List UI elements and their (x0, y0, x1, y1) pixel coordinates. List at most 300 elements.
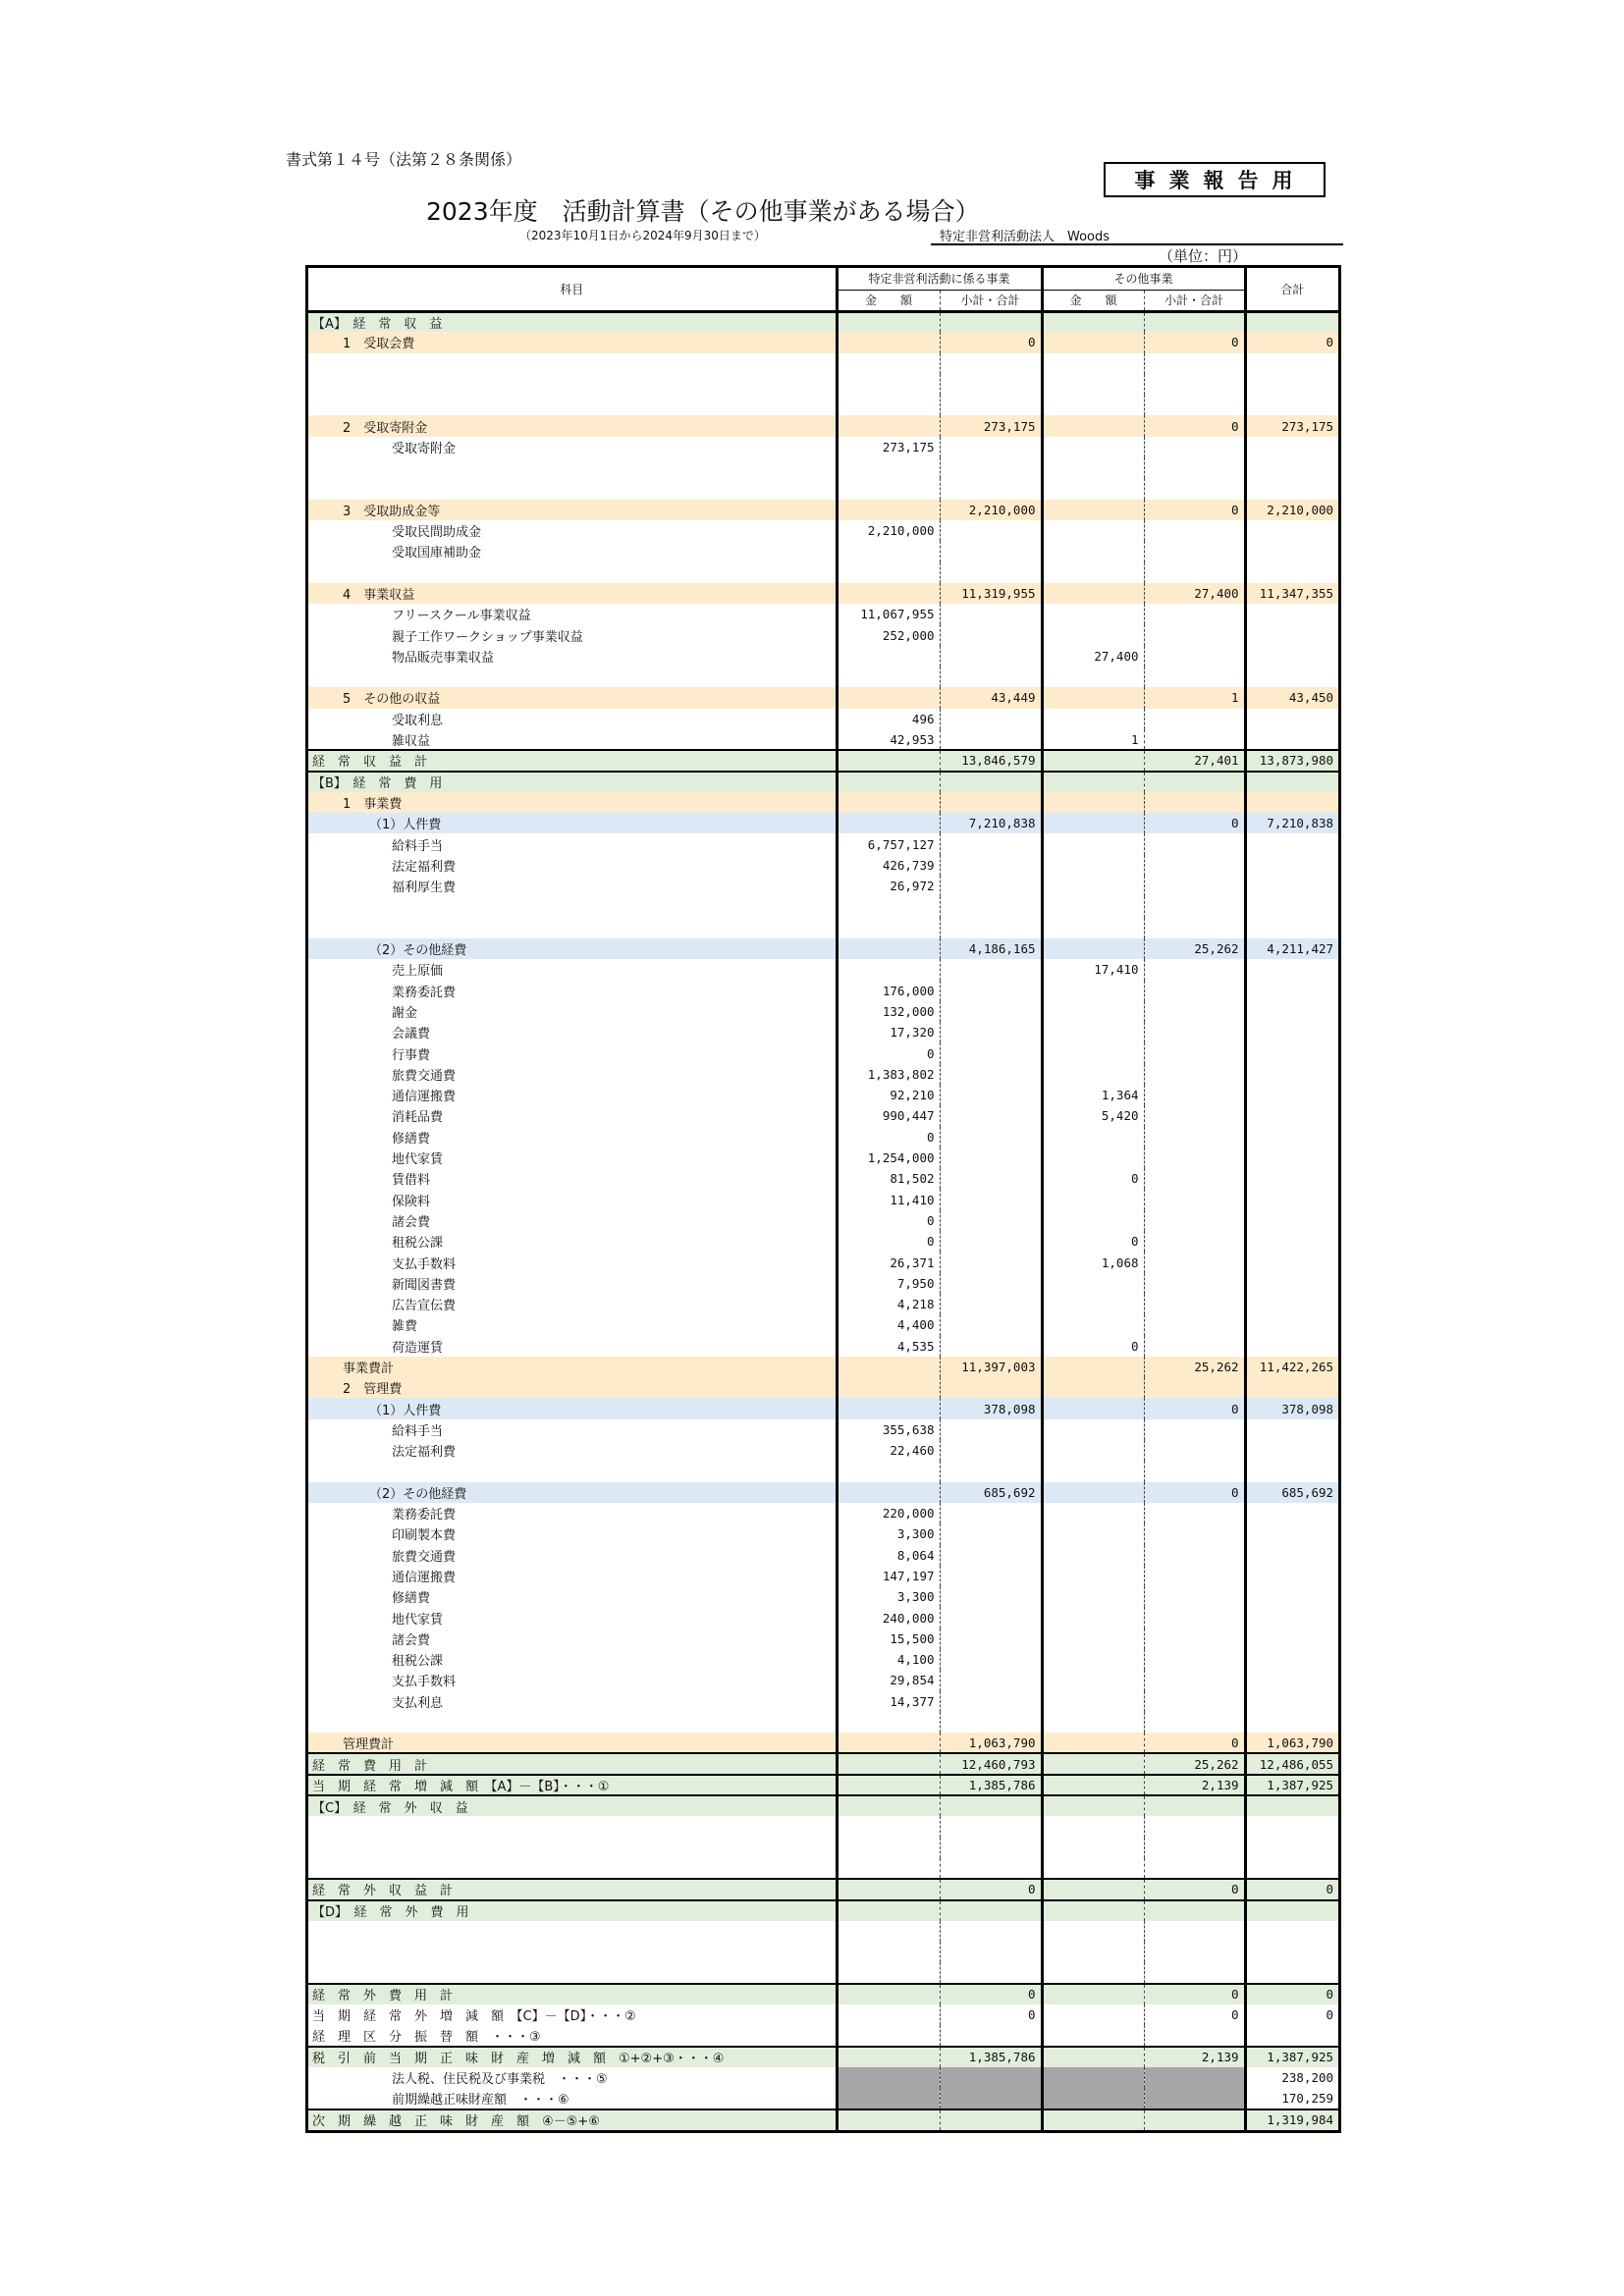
amount-nonprofit-cell (837, 1733, 940, 1753)
statement-row (308, 876, 1338, 896)
subtotal-nonprofit-cell (940, 709, 1042, 729)
row-label: 管理費計 (308, 1733, 837, 1753)
subtotal-nonprofit-cell (940, 1294, 1042, 1314)
subtotal-nonprofit-cell: 685,692 (940, 1482, 1042, 1503)
row-label: 【B】 経 常 費 用 (308, 772, 837, 792)
amount-nonprofit-cell (837, 478, 940, 499)
statement-row (308, 1691, 1338, 1712)
row-label: 業務委託費 (308, 1503, 837, 1523)
subtotal-other-cell (1144, 1001, 1245, 1022)
amount-other-cell (1042, 1607, 1144, 1628)
amount-other-cell (1042, 2047, 1144, 2067)
amount-nonprofit-cell: 252,000 (837, 624, 940, 645)
statement-row (308, 1210, 1338, 1231)
amount-other-cell: 0 (1042, 1168, 1144, 1189)
total-cell (1245, 1294, 1338, 1314)
row-label: 【D】 経 常 外 費 用 (308, 1900, 837, 1921)
row-label: 【C】 経 常 外 収 益 (308, 1795, 837, 1816)
subtotal-other-cell: 25,262 (1144, 1753, 1245, 1774)
total-cell (1245, 1042, 1338, 1063)
subtotal-nonprofit-cell: 1,063,790 (940, 1733, 1042, 1753)
form-number: 書式第１４号（法第２８条関係） (286, 150, 522, 169)
statement-row (308, 1795, 1338, 1816)
amount-nonprofit-cell (837, 1858, 940, 1879)
amount-nonprofit-cell (837, 583, 940, 604)
subtotal-other-cell: 0 (1144, 1733, 1245, 1753)
total-cell (1245, 1629, 1338, 1649)
statement-row (308, 520, 1338, 541)
statement-row (308, 2047, 1338, 2067)
amount-other-cell (1042, 1022, 1144, 1042)
total-cell: 0 (1245, 332, 1338, 352)
amount-other-cell: 0 (1042, 1231, 1144, 1252)
amount-nonprofit-cell (837, 1795, 940, 1816)
subtotal-nonprofit-cell: 11,397,003 (940, 1357, 1042, 1377)
blank-row (308, 1838, 1338, 1858)
total-cell: 273,175 (1245, 415, 1338, 436)
subtotal-other-cell (1144, 1085, 1245, 1105)
subtotal-other-cell (1144, 1649, 1245, 1670)
subtotal-other-cell (1144, 792, 1245, 813)
total-cell (1245, 541, 1338, 561)
total-cell (1245, 437, 1338, 457)
subtotal-other-cell (1144, 1273, 1245, 1294)
amount-nonprofit-cell: 0 (837, 1210, 940, 1231)
subtotal-nonprofit-cell (940, 1795, 1042, 1816)
amount-other-cell (1042, 1942, 1144, 1962)
subtotal-other-cell (1144, 1816, 1245, 1837)
row-label: 広告宣伝費 (308, 1294, 837, 1314)
amount-nonprofit-cell: 2,210,000 (837, 520, 940, 541)
amount-other-cell (1042, 981, 1144, 1001)
subtotal-nonprofit-cell (940, 1607, 1042, 1628)
total-cell: 0 (1245, 1879, 1338, 1899)
amount-nonprofit-cell (837, 1398, 940, 1418)
subtotal-other-cell (1144, 604, 1245, 624)
amount-other-cell (1042, 1984, 1144, 2004)
row-label: 通信運搬費 (308, 1085, 837, 1105)
statement-row (308, 1148, 1338, 1168)
amount-nonprofit-cell: 42,953 (837, 729, 940, 750)
blank-row (308, 1962, 1338, 1983)
row-label: 当 期 経 常 外 増 減 額 【C】－【D】・・・② (308, 2004, 837, 2025)
statement-row (308, 1064, 1338, 1085)
organization-name: 特定非営利活動法人 Woods (940, 230, 1110, 244)
total-cell (1245, 729, 1338, 750)
amount-nonprofit-cell (837, 896, 940, 917)
amount-nonprofit-cell (837, 1377, 940, 1398)
subtotal-nonprofit-cell (940, 2025, 1042, 2046)
total-cell: 11,422,265 (1245, 1357, 1338, 1377)
amount-nonprofit-cell (837, 562, 940, 583)
amount-other-cell (1042, 896, 1144, 917)
row-label (308, 353, 837, 374)
row-label: 行事費 (308, 1042, 837, 1063)
amount-nonprofit-cell (837, 750, 940, 771)
total-cell: 685,692 (1245, 1482, 1338, 1503)
row-label: 受取利息 (308, 709, 837, 729)
total-cell (1245, 562, 1338, 583)
total-cell (1245, 1566, 1338, 1586)
subtotal-nonprofit-cell (940, 1858, 1042, 1879)
total-cell (1245, 667, 1338, 687)
total-cell: 1,387,925 (1245, 1775, 1338, 1795)
statement-row (308, 833, 1338, 854)
subtotal-other-cell (1144, 1022, 1245, 1042)
blank-row (308, 353, 1338, 374)
amount-nonprofit-cell: 26,972 (837, 876, 940, 896)
statement-row (308, 1168, 1338, 1189)
total-cell (1245, 1085, 1338, 1105)
row-label: 次 期 繰 越 正 味 財 産 額 ④－⑤+⑥ (308, 2109, 837, 2130)
subtotal-nonprofit-cell (940, 1838, 1042, 1858)
header-subject: 科目 (308, 268, 837, 311)
subtotal-nonprofit-cell (940, 1042, 1042, 1063)
statement-row (308, 792, 1338, 813)
statement-row (308, 1105, 1338, 1126)
statement-row (308, 1231, 1338, 1252)
subtotal-other-cell (1144, 624, 1245, 645)
subtotal-other-cell (1144, 1691, 1245, 1712)
blank-row (308, 395, 1338, 415)
amount-other-cell (1042, 855, 1144, 876)
statement-row (308, 687, 1338, 708)
subtotal-nonprofit-cell (940, 1629, 1042, 1649)
amount-other-cell (1042, 1753, 1144, 1774)
subtotal-other-cell: 0 (1144, 1879, 1245, 1899)
total-cell (1245, 311, 1338, 332)
row-label: 諸会費 (308, 1629, 837, 1649)
subtotal-other-cell (1144, 1962, 1245, 1983)
total-cell (1245, 1523, 1338, 1544)
row-label: 旅費交通費 (308, 1545, 837, 1566)
statement-row (308, 1398, 1338, 1418)
amount-nonprofit-cell (837, 667, 940, 687)
amount-nonprofit-cell: 3,300 (837, 1586, 940, 1607)
subtotal-other-cell (1144, 1942, 1245, 1962)
row-label: 地代家賃 (308, 1148, 837, 1168)
blank-row (308, 478, 1338, 499)
fiscal-period: （2023年10月1日から2024年9月30日まで） (519, 229, 766, 242)
subtotal-other-cell (1144, 1545, 1245, 1566)
total-cell (1245, 959, 1338, 980)
total-cell: 0 (1245, 1984, 1338, 2004)
subtotal-nonprofit-cell (940, 311, 1042, 332)
statement-row (308, 1314, 1338, 1335)
amount-other-cell (1042, 1398, 1144, 1418)
statement-row (308, 1189, 1338, 1209)
subtotal-other-cell (1144, 353, 1245, 374)
amount-other-cell (1042, 353, 1144, 374)
total-cell (1245, 478, 1338, 499)
subtotal-other-cell (1144, 1314, 1245, 1335)
statement-body (308, 311, 1338, 2130)
total-cell (1245, 374, 1338, 395)
total-cell: 11,347,355 (1245, 583, 1338, 604)
subtotal-nonprofit-cell (940, 624, 1042, 645)
amount-other-cell: 27,400 (1042, 646, 1144, 667)
amount-other-cell (1042, 2067, 1144, 2088)
total-cell (1245, 1816, 1338, 1837)
subtotal-other-cell (1144, 2067, 1245, 2088)
amount-other-cell (1042, 1440, 1144, 1461)
total-cell (1245, 1795, 1338, 1816)
blank-row (308, 1942, 1338, 1962)
subtotal-other-cell: 27,400 (1144, 583, 1245, 604)
total-cell (1245, 1148, 1338, 1168)
row-label: フリースクール事業収益 (308, 604, 837, 624)
subtotal-other-cell: 0 (1144, 2004, 1245, 2025)
amount-nonprofit-cell (837, 374, 940, 395)
total-cell (1245, 1252, 1338, 1272)
amount-other-cell (1042, 437, 1144, 457)
amount-other-cell (1042, 1879, 1144, 1899)
subtotal-nonprofit-cell: 0 (940, 332, 1042, 352)
subtotal-nonprofit-cell (940, 1314, 1042, 1335)
amount-nonprofit-cell (837, 2004, 940, 2025)
row-label: 受取国庫補助金 (308, 541, 837, 561)
amount-nonprofit-cell (837, 1357, 940, 1377)
row-label: 謝金 (308, 1001, 837, 1022)
subtotal-other-cell (1144, 729, 1245, 750)
amount-other-cell (1042, 1523, 1144, 1544)
total-cell (1245, 1127, 1338, 1148)
total-cell (1245, 833, 1338, 854)
amount-nonprofit-cell (837, 1482, 940, 1503)
subtotal-other-cell (1144, 1586, 1245, 1607)
total-cell (1245, 981, 1338, 1001)
row-label (308, 1838, 837, 1858)
total-cell: 43,450 (1245, 687, 1338, 708)
subtotal-nonprofit-cell (940, 1545, 1042, 1566)
subtotal-other-cell (1144, 1440, 1245, 1461)
amount-nonprofit-cell: 132,000 (837, 1001, 940, 1022)
subtotal-nonprofit-cell: 13,846,579 (940, 750, 1042, 771)
total-cell: 1,387,925 (1245, 2047, 1338, 2067)
amount-other-cell: 0 (1042, 1336, 1144, 1357)
subtotal-other-cell (1144, 562, 1245, 583)
subtotal-nonprofit-cell (940, 541, 1042, 561)
row-label (308, 1921, 837, 1942)
amount-nonprofit-cell (837, 1461, 940, 1481)
total-cell: 13,873,980 (1245, 750, 1338, 771)
amount-nonprofit-cell (837, 1753, 940, 1774)
subtotal-nonprofit-cell (940, 1336, 1042, 1357)
subtotal-other-cell: 25,262 (1144, 1357, 1245, 1377)
subtotal-other-cell (1144, 1105, 1245, 1126)
total-cell (1245, 1962, 1338, 1983)
subtotal-other-cell (1144, 772, 1245, 792)
subtotal-nonprofit-cell (940, 1105, 1042, 1126)
row-label (308, 1942, 837, 1962)
amount-other-cell (1042, 1357, 1144, 1377)
subtotal-other-cell (1144, 1461, 1245, 1481)
blank-row (308, 1816, 1338, 1837)
amount-other-cell: 1 (1042, 729, 1144, 750)
statement-row (308, 1586, 1338, 1607)
statement-row (308, 855, 1338, 876)
total-cell (1245, 792, 1338, 813)
amount-nonprofit-cell (837, 959, 940, 980)
amount-nonprofit-cell: 3,300 (837, 1523, 940, 1544)
total-cell: 170,259 (1281, 2090, 1334, 2106)
amount-nonprofit-cell (837, 415, 940, 436)
subtotal-other-cell (1144, 478, 1245, 499)
subtotal-nonprofit-cell (940, 1064, 1042, 1085)
amount-other-cell (1042, 1127, 1144, 1148)
amount-other-cell (1042, 1294, 1144, 1314)
header-subtotal: 小計・合計 (940, 290, 1042, 311)
amount-other-cell (1042, 457, 1144, 478)
row-label (308, 918, 837, 938)
subtotal-other-cell (1144, 1503, 1245, 1523)
statement-row (308, 1252, 1338, 1272)
total-cell (1245, 395, 1338, 415)
subtotal-other-cell (1144, 1419, 1245, 1440)
subtotal-nonprofit-cell (940, 395, 1042, 415)
report-type-box: 事業報告用 (1104, 162, 1326, 197)
total-cell (1245, 1691, 1338, 1712)
amount-other-cell (1042, 478, 1144, 499)
amount-nonprofit-cell: 176,000 (837, 981, 940, 1001)
amount-other-cell (1042, 667, 1144, 687)
amount-other-cell (1042, 813, 1144, 833)
amount-other-cell (1042, 1900, 1144, 1921)
subtotal-nonprofit-cell: 1,385,786 (940, 2047, 1042, 2067)
amount-other-cell (1042, 562, 1144, 583)
amount-other-cell (1042, 1712, 1144, 1733)
amount-nonprofit-cell: 273,175 (837, 437, 940, 457)
row-label: （2）その他経費 (308, 938, 837, 959)
statement-row (308, 1733, 1338, 1753)
amount-other-cell (1042, 395, 1144, 415)
total-cell (1245, 1712, 1338, 1733)
subtotal-other-cell (1144, 374, 1245, 395)
subtotal-nonprofit-cell (940, 1252, 1042, 1272)
subtotal-other-cell (1144, 1670, 1245, 1690)
amount-nonprofit-cell (837, 311, 940, 332)
statement-row (308, 1273, 1338, 1294)
total-cell (1245, 604, 1338, 624)
amount-other-cell (1042, 1148, 1144, 1168)
amount-nonprofit-cell: 29,854 (837, 1670, 940, 1690)
subtotal-other-cell (1144, 2109, 1245, 2130)
subtotal-nonprofit-cell (940, 1210, 1042, 1231)
amount-nonprofit-cell: 11,067,955 (837, 604, 940, 624)
amount-nonprofit-cell (837, 1775, 940, 1795)
statement-row (308, 1775, 1338, 1795)
subtotal-other-cell (1144, 896, 1245, 917)
blank-row (308, 1858, 1338, 1879)
amount-nonprofit-cell (837, 1900, 940, 1921)
amount-nonprofit-cell (837, 1879, 940, 1899)
row-label: 荷造運賃 (308, 1336, 837, 1357)
subtotal-nonprofit-cell (940, 855, 1042, 876)
total-cell (1245, 1858, 1338, 1879)
subtotal-nonprofit-cell (940, 1712, 1042, 1733)
subtotal-nonprofit-cell (940, 1900, 1042, 1921)
subtotal-other-cell (1144, 1900, 1245, 1921)
statement-row (308, 415, 1338, 436)
amount-nonprofit-cell: 1,254,000 (837, 1148, 940, 1168)
subtotal-other-cell (1144, 1148, 1245, 1168)
amount-other-cell (1042, 1670, 1144, 1690)
title-sub: （その他事業がある場合） (684, 197, 980, 226)
row-label: 印刷製本費 (308, 1523, 837, 1544)
amount-nonprofit-cell (837, 2047, 940, 2067)
blank-row (308, 918, 1338, 938)
row-label: 経 理 区 分 振 替 額 ・・・③ (308, 2025, 837, 2046)
subtotal-nonprofit-cell: 4,186,165 (940, 938, 1042, 959)
total-cell (1245, 1189, 1338, 1209)
total-cell (1245, 1649, 1338, 1670)
subtotal-nonprofit-cell (940, 1503, 1042, 1523)
subtotal-nonprofit-cell (940, 918, 1042, 938)
amount-nonprofit-cell (837, 1984, 940, 2004)
row-label (308, 1858, 837, 1879)
amount-nonprofit-cell: 4,535 (837, 1336, 940, 1357)
amount-other-cell (1042, 1001, 1144, 1022)
total-cell (1245, 1419, 1338, 1440)
title-main: 2023年度 活動計算書 (426, 197, 685, 226)
row-label: 地代家賃 (308, 1607, 837, 1628)
amount-other-cell (1042, 1482, 1144, 1503)
total-cell (1245, 1900, 1338, 1921)
row-label: 雑費 (308, 1314, 837, 1335)
total-cell: 7,210,838 (1245, 813, 1338, 833)
amount-other-cell (1042, 1733, 1144, 1753)
row-label: 消耗品費 (308, 1105, 837, 1126)
blank-row (308, 374, 1338, 395)
amount-nonprofit-cell (837, 772, 940, 792)
subtotal-nonprofit-cell (940, 562, 1042, 583)
statement-row (308, 1440, 1338, 1461)
row-label: 2 管理費 (308, 1377, 837, 1398)
statement-row (308, 646, 1338, 667)
amount-nonprofit-cell: 0 (837, 1127, 940, 1148)
subtotal-nonprofit-cell: 7,210,838 (940, 813, 1042, 833)
amount-nonprofit-cell: 1,383,802 (837, 1064, 940, 1085)
blank-row (308, 457, 1338, 478)
row-label: 売上原価 (308, 959, 837, 980)
subtotal-other-cell: 1 (1144, 687, 1245, 708)
subtotal-nonprofit-cell (940, 1523, 1042, 1544)
amount-nonprofit-cell (837, 1962, 940, 1983)
row-label: 受取寄附金 (308, 437, 837, 457)
row-label: 当 期 経 常 増 減 額 【A】－【B】・・・① (308, 1775, 837, 1795)
subtotal-nonprofit-cell (940, 2109, 1042, 2130)
amount-other-cell (1042, 1210, 1144, 1231)
total-cell (1245, 1336, 1338, 1357)
total-cell (1245, 709, 1338, 729)
amount-nonprofit-cell (837, 1712, 940, 1733)
amount-other-cell (1042, 1566, 1144, 1586)
amount-other-cell (1042, 833, 1144, 854)
amount-other-cell (1042, 332, 1144, 352)
row-label: 給料手当 (308, 1419, 837, 1440)
subtotal-other-cell: 25,262 (1144, 938, 1245, 959)
row-label: 1 受取会費 (308, 332, 837, 352)
statement-row (308, 1984, 1338, 2004)
subtotal-other-cell (1144, 395, 1245, 415)
amount-other-cell (1042, 1921, 1144, 1942)
amount-other-cell (1042, 1461, 1144, 1481)
subtotal-nonprofit-cell: 0 (940, 1984, 1042, 2004)
subtotal-other-cell (1144, 646, 1245, 667)
total-cell: 0 (1326, 2007, 1334, 2023)
subtotal-nonprofit-cell: 12,460,793 (940, 1753, 1042, 1774)
header-total: 合計 (1280, 282, 1305, 296)
